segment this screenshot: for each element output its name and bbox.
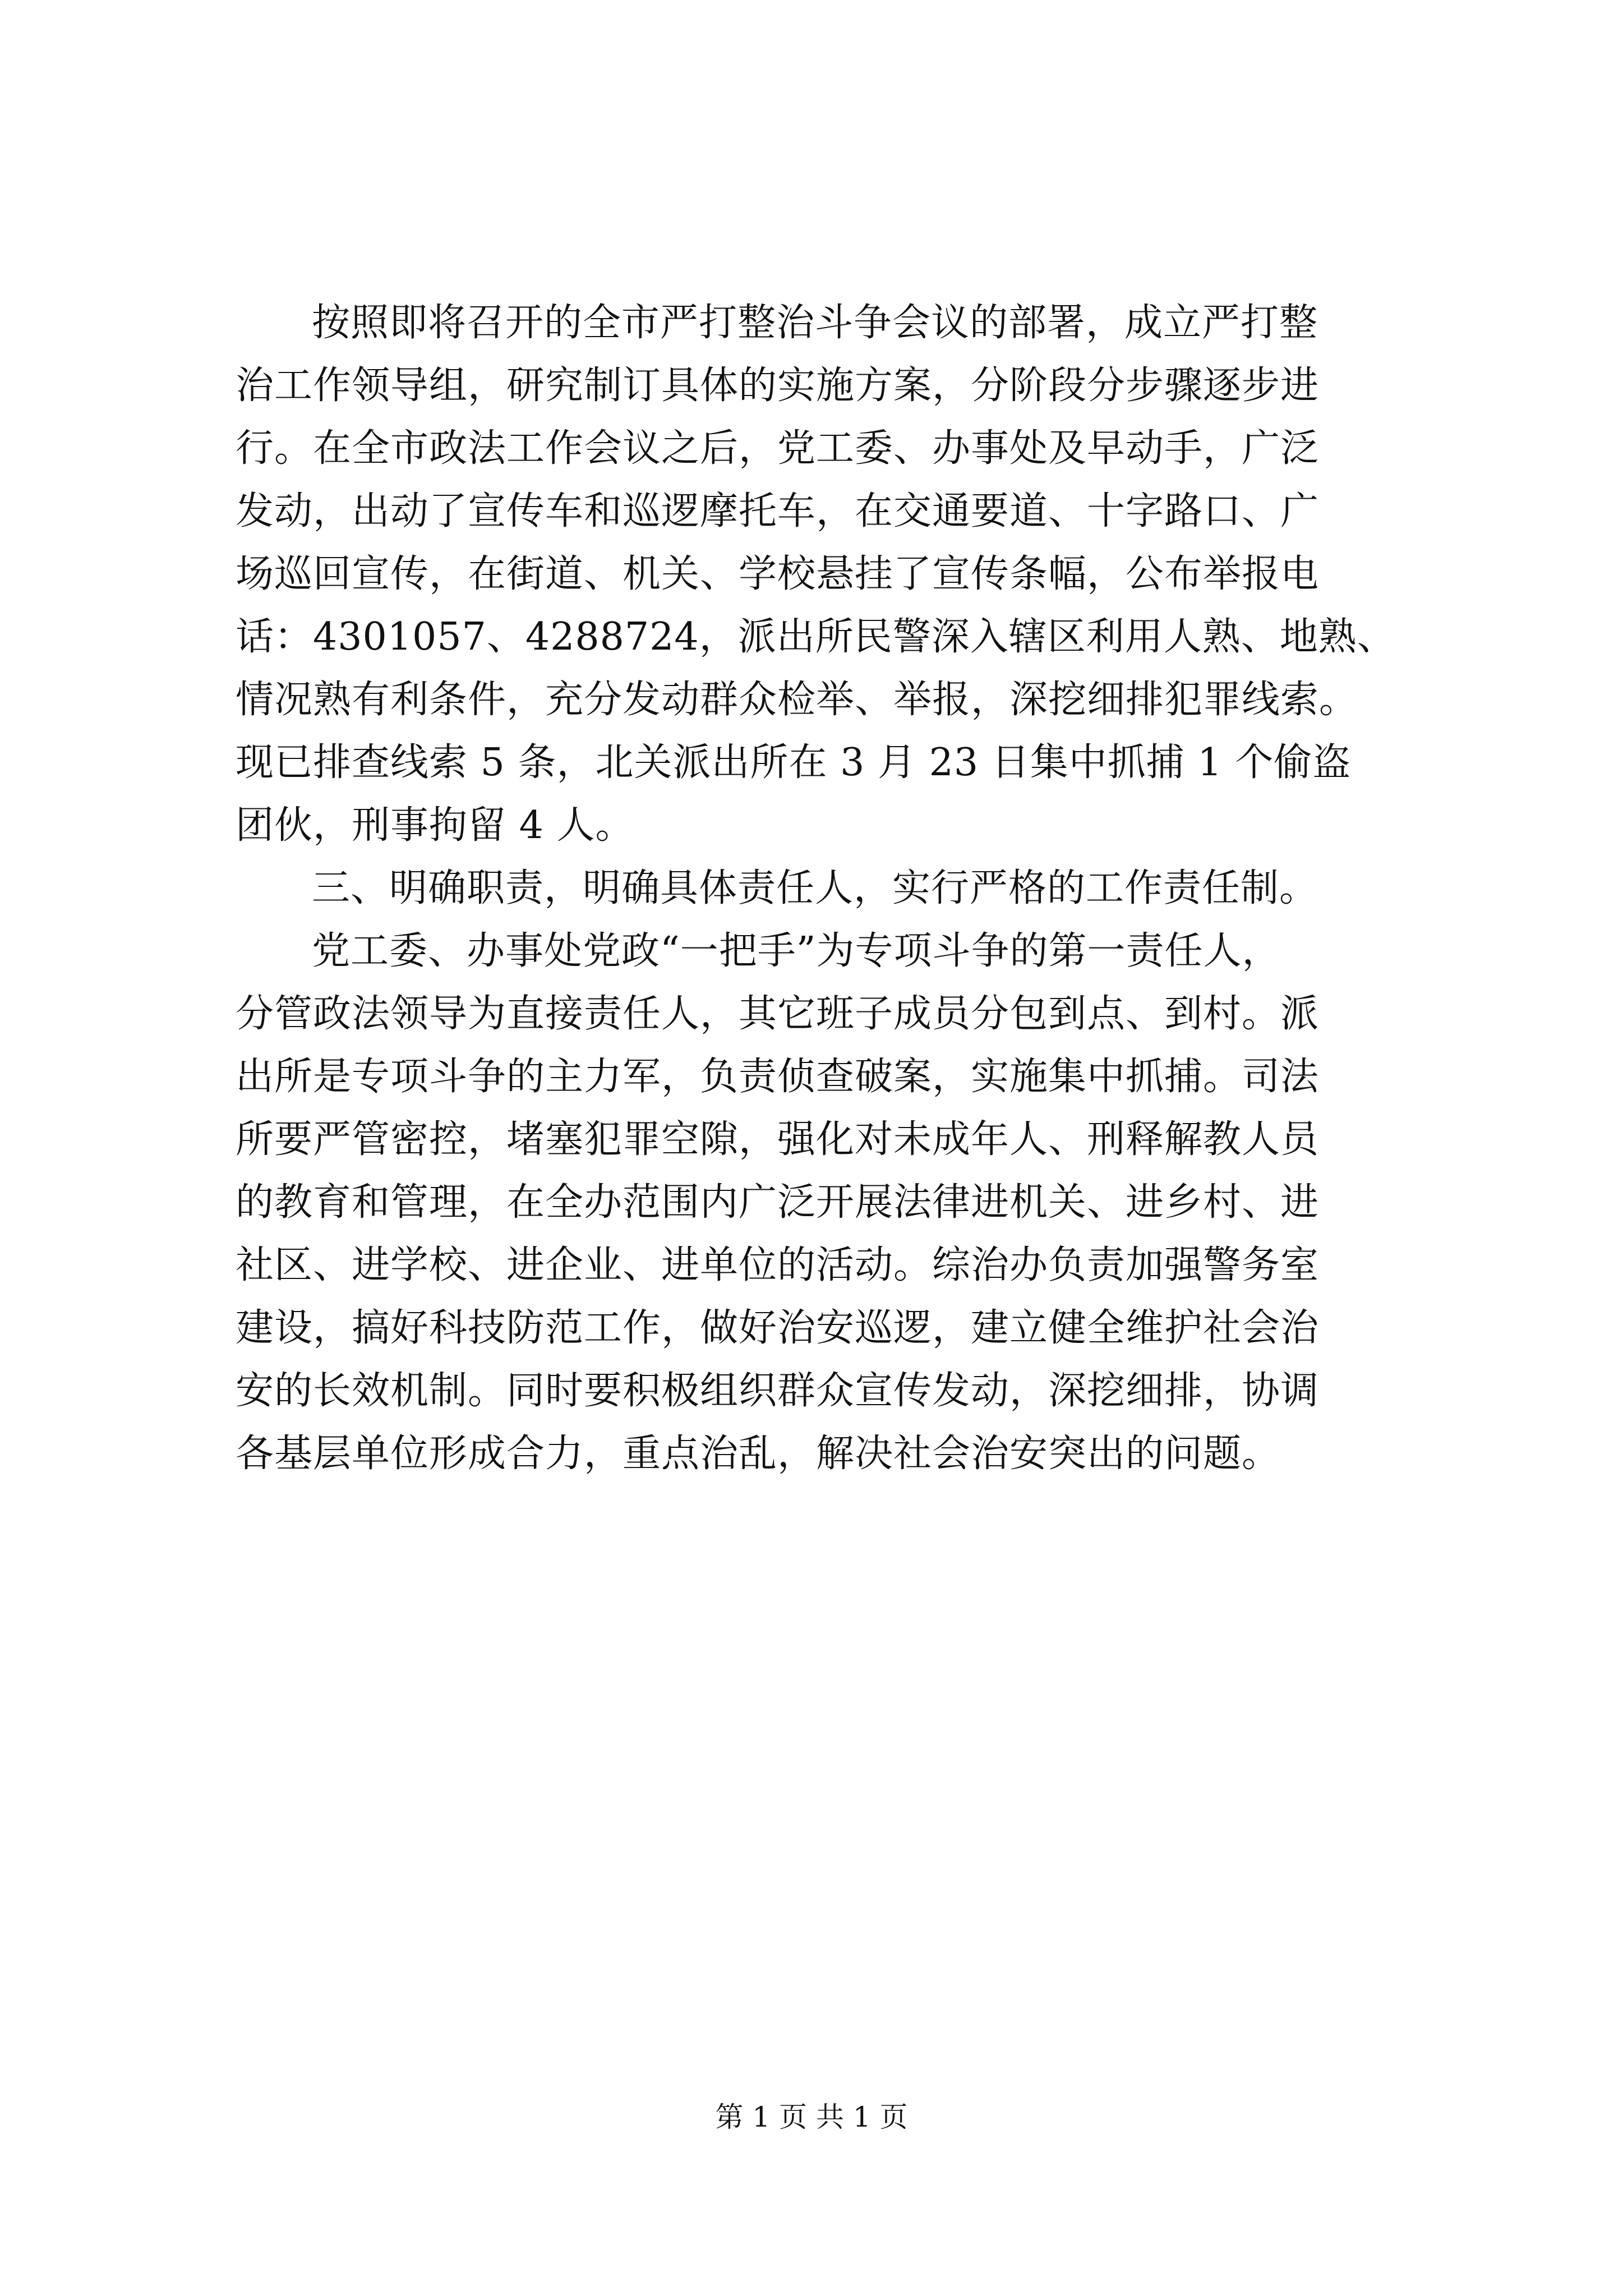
paragraph-1-line-3: 行。在全市政法工作会议之后，党工委、办事处及早动手，广泛 bbox=[236, 426, 1320, 471]
document-body bbox=[236, 292, 1413, 1485]
paragraph-1-line-9: 团伙，刑事拘留 4 人。 bbox=[236, 803, 634, 848]
paragraph-1-line-5: 场巡回宣传，在街道、机关、学校悬挂了宣传条幅，公布举报电 bbox=[236, 552, 1320, 596]
paragraph-1-line-8: 现已排查线索 5 条，北关派出所在 3 月 23 日集中抓捕 1 个偷盗 bbox=[236, 740, 1352, 785]
paragraph-3-line-7: 建设，搞好科技防范工作，做好治安巡逻，建立健全维护社会治 bbox=[236, 1306, 1320, 1350]
paragraph-1-line-6: 话：4301057、4288724，派出所民警深入辖区利用人熟、地熟、 bbox=[236, 615, 1396, 659]
paragraph-1-line-4: 发动，出动了宣传车和巡逻摩托车，在交通要道、十字路口、广 bbox=[236, 489, 1320, 533]
paragraph-3-line-6: 社区、进学校、进企业、进单位的活动。综治办负责加强警务室 bbox=[236, 1243, 1320, 1287]
paragraph-3-line-3: 出所是专项斗争的主力军，负责侦查破案，实施集中抓捕。司法 bbox=[236, 1055, 1320, 1099]
paragraph-3-line-8: 安的长效机制。同时要积极组织群众宣传发动，深挖细排，协调 bbox=[236, 1369, 1320, 1413]
paragraph-3-line-4: 所要严管密控，堵塞犯罪空隙，强化对未成年人、刑释解教人员 bbox=[236, 1117, 1320, 1162]
page-number-footer: 第 1 页 共 1 页 bbox=[715, 2101, 908, 2133]
paragraph-1-line-2: 治工作领导组，研究制订具体的实施方案，分阶段分步骤逐步进 bbox=[236, 364, 1320, 408]
paragraph-3-line-1: 党工委、办事处党政“一把手”为专项斗争的第一责任人， bbox=[312, 929, 1281, 973]
paragraph-3-line-2: 分管政法领导为直接责任人，其它班子成员分包到点、到村。派 bbox=[236, 992, 1320, 1036]
section-heading-three: 三、明确职责，明确具体责任人，实行严格的工作责任制。 bbox=[312, 866, 1318, 910]
paragraph-1-line-7: 情况熟有利条件，充分发动群众检举、举报，深挖细排犯罪线索。 bbox=[236, 678, 1358, 722]
paragraph-1-line-1: 按照即将召开的全市严打整治斗争会议的部署，成立严打整 bbox=[312, 301, 1318, 345]
paragraph-3-line-5: 的教育和管理，在全办范围内广泛开展法律进机关、进乡村、进 bbox=[236, 1180, 1320, 1225]
paragraph-3-line-9: 各基层单位形成合力，重点治乱，解决社会治安突出的问题。 bbox=[236, 1432, 1281, 1476]
